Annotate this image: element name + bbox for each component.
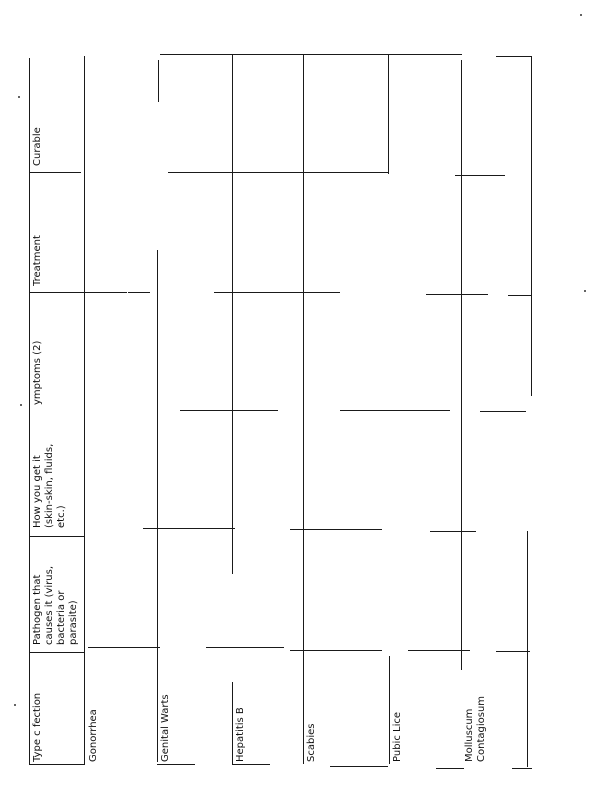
row4-divider [303, 54, 304, 764]
table-top-border [29, 764, 85, 765]
row-label-hepatitis-b: Hepatitis B [235, 707, 246, 762]
table-bottom-right [512, 768, 532, 769]
scan-speck [20, 404, 22, 406]
scan-speck [18, 96, 20, 98]
row2-divider-lower [157, 250, 158, 762]
row3-line-d [168, 172, 388, 173]
table-right-top [496, 56, 532, 57]
row-label-molluscum: Molluscum Contagiosum [464, 695, 487, 762]
row-label-genital-warts: Genital Warts [160, 694, 171, 762]
column-header-curable: Curable [32, 127, 43, 166]
scan-speck [14, 704, 16, 706]
row6-line-b [480, 411, 526, 412]
column-header-type: Type c fection [32, 692, 43, 762]
row2-line-a [143, 528, 235, 529]
row2-bottom [157, 764, 195, 765]
row5-line-b [390, 54, 462, 55]
row5-line-a [340, 410, 450, 411]
row2-divider [158, 60, 159, 102]
row-label-scabies: Scabies [306, 723, 317, 762]
row3-line-a [180, 410, 278, 411]
column-header-pathogen: Pathogen that causes it (virus, bacteria or parasite) [32, 565, 79, 645]
column-header-symptoms: ymptoms (2) [32, 340, 43, 405]
header-divider-curable [29, 172, 81, 173]
row3-bottom [232, 764, 270, 765]
row2-line-top [160, 54, 390, 55]
row5-divider-lower [389, 656, 390, 764]
row4-line-a [290, 529, 382, 530]
header-divider-type [29, 652, 85, 653]
row3-divider [232, 54, 233, 574]
scan-speck [580, 14, 582, 16]
row1-line-b [128, 292, 150, 293]
header-divider-pathogen [29, 536, 85, 537]
header-right-border [84, 56, 85, 764]
row1-line-a [88, 647, 160, 648]
row3-line-b [206, 647, 284, 648]
row5-line-c [430, 531, 476, 532]
scan-speck [584, 290, 586, 292]
row5-line-e [426, 294, 488, 295]
column-header-treatment: Treatment [32, 235, 43, 286]
row6-line-a [455, 175, 505, 176]
row5-bottom [436, 768, 464, 769]
row4-line-b [290, 650, 382, 651]
column-header-how: How you get it (skin-skin, fluids, etc.) [32, 443, 67, 528]
row6-line-c [496, 651, 530, 652]
header-divider-treatment [29, 292, 127, 293]
row6-line-d [508, 295, 532, 296]
row6-divider [461, 60, 462, 670]
table-left-border [29, 58, 30, 764]
row3-line-c [214, 292, 340, 293]
table-right-lower [527, 531, 528, 767]
row4-bottom [330, 766, 388, 767]
row3-divider-lower [232, 682, 233, 764]
row-label-gonorrhea: Gonorrhea [88, 709, 99, 762]
table-right-border [531, 56, 532, 396]
row5-divider [388, 54, 389, 174]
row-label-pubic-lice: Pubic Lice [392, 712, 403, 762]
